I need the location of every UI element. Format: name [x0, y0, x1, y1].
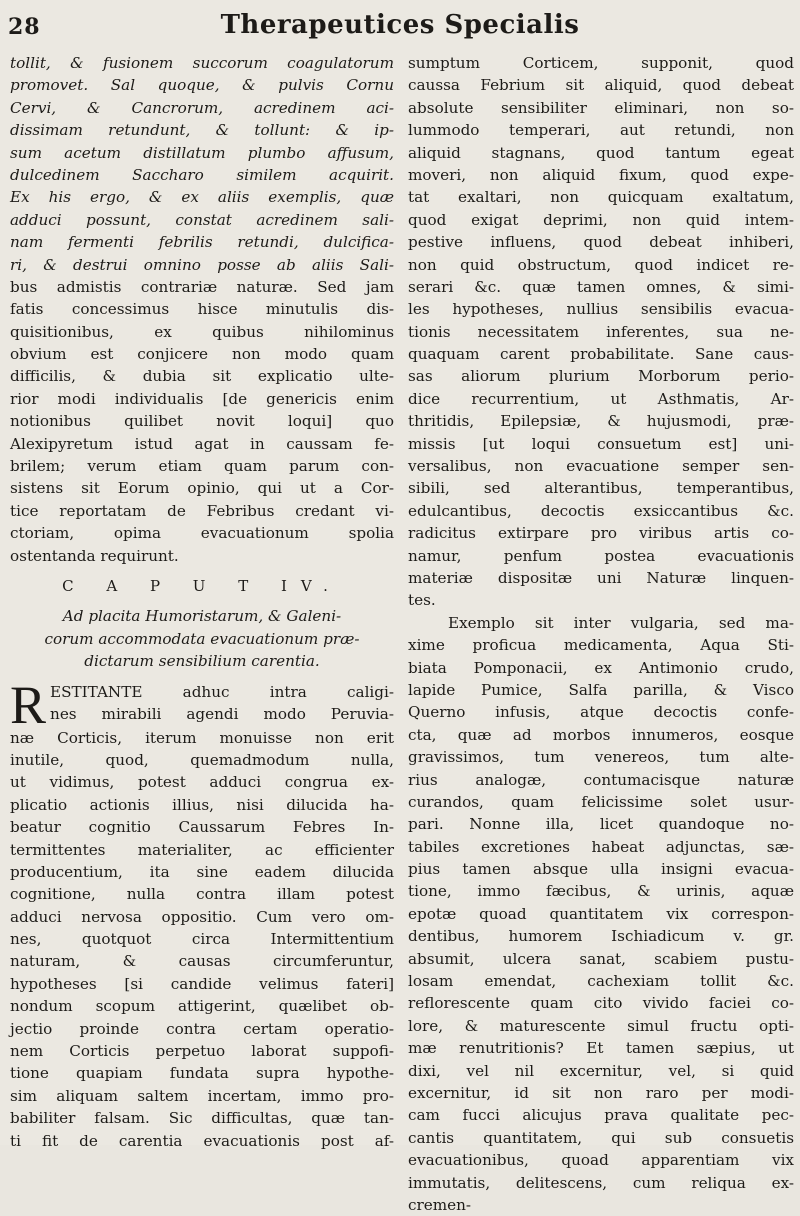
left-column [10, 52, 394, 1150]
text-line: quisitionibus, ex quibus nihilominus [10, 322, 394, 341]
text-line: cam fucci alicujus prava qualitate pec- [408, 1106, 794, 1125]
text-line: reflorescente quam cito vivido faciei co- [408, 994, 794, 1013]
right-column [408, 52, 794, 1214]
text-line: absumit, ulcera sanat, scabiem pustu- [408, 949, 794, 968]
text-line: tat exaltari, non quicquam exaltatum, [408, 188, 794, 207]
text-line: missis [ut loqui consuetum est] uni- [408, 434, 794, 453]
text-line: termittentes materialiter, ac efficienter [10, 840, 394, 859]
left-paragraph-2-body [10, 727, 394, 1152]
text-line: aliquid stagnans, quod tantum egeat [408, 143, 794, 162]
text-line: cta, quæ ad morbos innumeros, eosque [408, 725, 794, 744]
text-line: epotæ quoad quantitatem vix correspon- [408, 904, 794, 923]
text-line: brilem; verum etiam quam parum con- [10, 457, 394, 476]
text-line: Exemplo sit inter vulgaria, sed ma- [448, 613, 794, 632]
text-line: curandos, quam felicissime solet usur- [408, 792, 794, 811]
text-line: pari. Nonne illa, licet quandoque no- [408, 815, 794, 834]
text-line: quaquam carent probabilitate. Sane caus- [408, 345, 794, 364]
text-line: moveri, non aliquid fixum, quod expe- [408, 165, 794, 184]
left-paragraph-2 [10, 674, 394, 1152]
text-line: dictarum sensibilium carentia. [84, 652, 320, 671]
text-line: ut vidimus, potest adduci congrua ex- [10, 773, 394, 792]
text-line: ESTITANTE adhuc intra caligi- [50, 682, 394, 701]
text-line: difficilis, & dubia sit explicatio ulte- [10, 367, 394, 386]
text-line: inutile, quod, quemadmodum nulla, [10, 750, 394, 769]
text-line: beatur cognitio Caussarum Febres In- [10, 818, 394, 837]
text-line: xime proficua medicamenta, Aqua Sti- [408, 636, 794, 655]
text-line: nondum scopum attigerint, quælibet ob- [10, 997, 394, 1016]
text-line: tice reportatam de Febribus credant vi- [10, 501, 394, 520]
text-line: cognitione, nulla contra illam potest [10, 885, 394, 904]
text-line: jectio proinde contra certam operatio- [10, 1019, 394, 1038]
text-line: radicitus extirpare pro viribus artis co- [408, 524, 794, 543]
text-line: naturam, & causas circumferuntur, [10, 952, 394, 971]
text-line: ti fit de carentia evacuationis post af- [10, 1131, 394, 1150]
text-line: dice recurrentium, ut Asthmatis, Ar- [408, 389, 794, 408]
text-line: sum acetum distillatum plumbo affusum, [10, 143, 394, 162]
text-line: dixi, vel nil excernitur, vel, si quid [408, 1061, 794, 1080]
text-line: quod exigat deprimi, non quid intem- [408, 210, 794, 229]
text-line: materiæ dispositæ uni Naturæ linquen- [408, 568, 794, 587]
text-line: obvium est conjicere non modo quam [10, 345, 394, 364]
text-line: tione, immo fæcibus, & urinis, aquæ [408, 882, 794, 901]
text-line: pestive influens, quod debeat inhiberi, [408, 233, 794, 252]
text-line: adduci possunt, constat acredinem sali- [10, 210, 394, 229]
text-line: sim aliquam saltem incertam, immo pro- [10, 1086, 394, 1105]
running-title: Therapeutices Specialis [220, 10, 580, 40]
text-line: caussa Febrium sit aliquid, quod debeat [408, 76, 794, 95]
text-line: nes mirabili agendi modo Peruvia- [50, 704, 394, 723]
text-line: thritidis, Epilepsiæ, & hujusmodi, præ- [408, 412, 794, 431]
text-line: losam emendat, cachexiam tollit &c. [408, 972, 794, 991]
text-line: edulcantibus, decoctis exsiccantibus &c. [408, 501, 794, 520]
text-line: notionibus quilibet novit loqui] quo [10, 412, 394, 431]
text-line: adduci nervosa oppositio. Cum vero om- [10, 907, 394, 926]
text-line: rior modi individualis [de genericis enim [10, 389, 394, 408]
text-line: Ex his ergo, & ex aliis exemplis, quæ [10, 188, 394, 207]
text-line: absolute sensibiliter eliminari, non so- [408, 98, 794, 117]
text-line: biata Pomponacii, ex Antimonio crudo, [408, 658, 794, 677]
text-line: versalibus, non evacuatione semper sen- [408, 457, 794, 476]
text-line: tione quapiam fundata supra hypothe- [10, 1064, 394, 1083]
text-line: dissimam retundunt, & tollunt: & ip- [10, 121, 394, 140]
text-line: gravissimos, tum venereos, tum alte- [408, 748, 794, 767]
text-line: pius tamen absque ulla insigni evacua- [408, 860, 794, 879]
text-line: hypotheses [si candide velimus fateri] [10, 974, 394, 993]
text-line: nem Corticis perpetuo laborat suppofi- [10, 1042, 394, 1061]
text-line: nes, quotquot circa Intermittentium [10, 930, 394, 949]
text-line: immutatis, delitescens, cum reliqua ex- [408, 1173, 794, 1192]
text-line: sibili, sed alterantibus, temperantibus, [408, 479, 794, 498]
text-line: sumptum Corticem, supponit, quod [408, 54, 794, 72]
page-header [0, 4, 800, 48]
text-line: mæ renutritionis? Et tamen sæpius, ut [408, 1039, 794, 1058]
text-line: tionis necessitatem inferentes, sua ne- [408, 322, 794, 341]
text-line: plicatio actionis illius, nisi dilucida ha- [10, 795, 394, 814]
text-line: dulcedinem Saccharo similem acquirit. [10, 165, 394, 184]
text-line: non quid obstructum, quod indicet re- [408, 255, 794, 274]
text-line: les hypotheses, nullius sensibilis evacua- [408, 300, 794, 319]
chapter-title [10, 605, 394, 672]
text-line: Querno infusis, atque decoctis confe- [408, 703, 794, 722]
text-line: evacuationibus, quoad apparentiam vix [408, 1151, 794, 1170]
text-line: Cervi, & Cancrorum, acredinem aci- [10, 98, 394, 117]
text-line: promovet. Sal quoque, & pulvis Cornu [10, 76, 394, 95]
text-line: rius analogæ, contumacisque naturæ [408, 770, 794, 789]
text-line: namur, penfum postea evacuationis [408, 546, 794, 565]
text-line: Alexipyretum istud agat in caussam fe- [10, 434, 394, 453]
right-paragraph-2 [408, 612, 794, 1216]
text-line: producentium, ita sine eadem dilucida [10, 862, 394, 881]
text-line: sas aliorum plurium Morborum perio- [408, 367, 794, 386]
text-line: Ad placita Humoristarum, & Galeni- [62, 607, 342, 626]
left-paragraph-1 [10, 52, 394, 567]
text-line: sistens sit Eorum opinio, qui ut a Cor- [10, 479, 394, 498]
text-line: bus admistis contrariæ naturæ. Sed jam [10, 277, 394, 296]
text-line: ri, & destrui omnino posse ab aliis Sali- [10, 255, 394, 274]
text-line: tes. [408, 591, 436, 610]
text-line: nam fermenti febrilis retundi, dulcifica- [10, 233, 394, 252]
dropcap-lines [10, 674, 394, 735]
text-line: ostentanda requirunt. [10, 546, 179, 565]
text-line: tollit, & fusionem succorum coagulatorum [10, 54, 394, 72]
text-line: serari &c. quæ tamen omnes, & simi- [408, 277, 794, 296]
chapter-heading: C A P U T IV. [62, 576, 342, 595]
text-line: tabiles excretiones habeat adjunctas, sæ- [408, 837, 794, 856]
text-line: næ Corticis, iterum monuisse non erit [10, 728, 394, 747]
text-line: dentibus, humorem Ischiadicum v. gr. [408, 927, 794, 946]
text-line: cremen- [408, 1195, 472, 1214]
text-line: babiliter falsam. Sic difficultas, quæ tan- [10, 1109, 394, 1128]
text-line: excernitur, id sit non raro per modi- [408, 1083, 794, 1102]
text-line: lore, & maturescente simul fructu opti- [408, 1016, 794, 1035]
text-line: ctoriam, opima evacuationum spolia [10, 524, 394, 543]
text-line: lummodo temperari, aut retundi, non [408, 121, 794, 140]
text-line: lapide Pumice, Salfa parilla, & Visco [408, 680, 794, 699]
text-line: fatis concessimus hisce minutulis dis- [10, 300, 394, 319]
text-line: cantis quantitatem, qui sub consuetis [408, 1128, 794, 1147]
page-number: 28 [8, 14, 41, 40]
right-paragraph-1 [408, 52, 794, 612]
drop-capital: R [10, 674, 47, 735]
text-line: corum accommodata evacuationum præ- [44, 629, 360, 648]
